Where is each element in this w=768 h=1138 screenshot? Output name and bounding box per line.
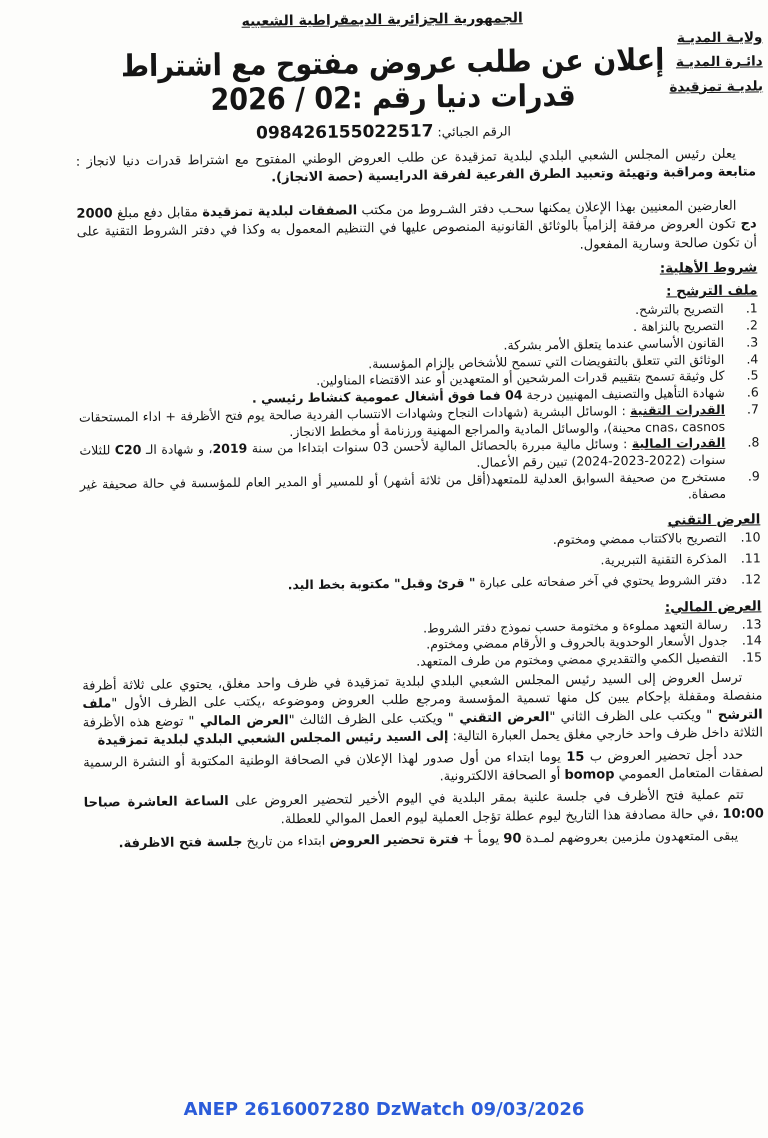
- item-number: 10.: [740, 529, 761, 545]
- item-text: التصريح بالترشح.: [635, 301, 724, 318]
- announcement-title: إعلان عن طلب عروض مفتوح مع اشتراط قدرات دنيا رقم :02 / 2026: [120, 42, 665, 118]
- item-number: 9.: [747, 468, 760, 484]
- item-number: 3.: [746, 334, 759, 350]
- item-text: كل وثيقة تسمح بتقييم قدرات المرشحين أو المتعهدين أو عند الاقتضاء المناولين.: [316, 368, 725, 389]
- technical-offer-heading: العرض التقني: [667, 511, 761, 529]
- item-number: 6.: [746, 384, 759, 400]
- wilaya-line: ولايـة المديـة: [676, 29, 763, 47]
- technical-offer-item: [81, 571, 761, 596]
- tax-id-line: [9, 117, 757, 146]
- item-text: دفتر الشروط يحتوي في آخر صفحاته على عبارة " قرئ وقبل" مكتوبة بخط اليد.: [287, 571, 728, 592]
- item-text: التفصيل الكمي والتقديري ممضي ومختوم من طرف المتعهد.: [416, 649, 729, 669]
- tax-id-number: 098426155022517: [255, 121, 434, 144]
- item-number: 14.: [741, 632, 762, 648]
- item-number: 7.: [746, 401, 760, 417]
- item-number: 12.: [741, 571, 762, 587]
- candidacy-heading: ملف الترشح :: [666, 282, 758, 300]
- intro-paragraph: يعلن رئيس المجلس الشعبي البلدي لبلدية تمزقيدة عن طلب العروض الوطني المفتوح مع اشتراط قدرات دنيا لانجاز : متابعة ومراقبة وتهيئة وتعبيد الطرق الفرعية لفرقة الدرايسية (حصة الانجاز).: [75, 146, 757, 186]
- eligibility-heading: شروط الأهلية:: [659, 259, 758, 277]
- item-text: التصريح بالاكتتاب ممضي ومختوم.: [552, 530, 727, 548]
- item-number: 13.: [741, 615, 762, 632]
- item-number: 8.: [747, 434, 760, 450]
- purchase-paragraph: العارضين المعنيين بهذا الإعلان يمكنها سحـب دفتر الشـروط من مكتب الصفقات لبلدية تمزقيدة مقابل دفع مبلغ 2000 دج تكون العروض مرفقة إلزامياً بالوثائق القانونية المنصوص عليها في التنظيم المعمول به وكذا في دفتر الشروط التقنية على أن تكون صالحة وسارية المفعول.: [76, 198, 757, 253]
- item-text: مستخرج من صحيفة السوابق العدلية للمتعهد(أقل من ثلاثة أشهر) أو للمسير أو المدير العام للمؤسسة في حالة صحيفة غير مصفاة.: [79, 468, 727, 501]
- daira-line: دائـرة المديـة: [675, 53, 763, 71]
- tax-id-label: الرقم الجبائي:: [437, 123, 512, 140]
- item-number: 4.: [746, 350, 759, 367]
- deadline-paragraph: حدد أجل تحضير العروض ب 15 يوما ابتداء من أول صدور لهذا الإعلان في الصحافة الوطنية المكتوبة أو النشرة الرسمية لصفقات المتعامل العمومي bomop أو الصحافة الالكترونية.: [83, 747, 764, 785]
- item-text: شهادة التأهيل والتصنيف المهنيين درجة 04 فما فوق أشغال عمومية كنشاط رئيسي .: [251, 384, 725, 406]
- technical-offer-list: [80, 530, 761, 597]
- item-number: 15.: [741, 649, 763, 665]
- item-text: رسالة التعهد مملوءة و مختومة حسب نموذج دفتر الشروط.: [423, 616, 728, 636]
- country-title: الجمهورية الجزائرية الديمقراطية الشعبيه: [241, 10, 523, 30]
- candidacy-list: [78, 301, 760, 510]
- item-number: 5.: [746, 367, 759, 383]
- item-text: الوثائق التي تتعلق بالتفويضات التي تسمح للأشخاص بإلزام المؤسسة.: [368, 351, 725, 371]
- item-text: التصريح بالنزاهة .: [633, 317, 725, 334]
- commune-line: بلديـة تمزقيدة: [669, 77, 764, 96]
- document-body: [76, 145, 765, 854]
- financial-offer-heading: العرض المالي:: [664, 597, 762, 616]
- financial-offer-list: [82, 616, 763, 675]
- item-number: 2.: [745, 317, 759, 333]
- opening-paragraph: تتم عملية فتح الأظرف في جلسة علنية بمقر البلدية في اليوم الأخير لتحضير العروض على الساعة العاشرة صباحا 10:00 ،في حالة مصادفة هذا التاريخ ليوم عطلة تؤجل العملية ليوم العمل الموالي للعطلة.: [83, 788, 764, 828]
- item-text: جدول الأسعار الوحدوية بالحروف و الأرقام ممضي ومختوم.: [426, 633, 728, 652]
- item-text: القدرات المالية : وسائل مالية مبررة بالحصائل المالية لأحسن 03 سنوات ابتداءا من سنة 2019، و شهادة الـ C20 للثلاث سنوات (2024-2023-2022) تبين رقم الأعمال.: [79, 435, 726, 470]
- item-text: القدرات التقنية : الوسائل البشرية (شهادات النجاح وشهادات الانتساب الفردية صالحة يوم فتح الأظرفة + اداء المستحقات cnas، casnos محينة)، والوسائل المادية والمراجع المهنية ورزنامة أو مخطط الانجاز.: [78, 401, 726, 439]
- anep-footer: ANEP 2616007280 DzWatch 09/03/2026: [183, 1099, 585, 1120]
- item-number: 11.: [740, 550, 761, 566]
- envelopes-paragraph: ترسل العروض إلى السيد رئيس المجلس الشعبي البلدي لبلدية تمزقيدة في ظرف واحد مغلق، يحتوي على ثلاثة أظرفة منفصلة ومقفلة بإحكام يبين كل منها تسمية المؤسسة ومرجع طلب العروض وموضوعه ،يكتب على الظرف الأول "ملف الترشح " ويكتب على الظرف الثاني "العرض التقني " ويكتب على الظرف الثالث "العرض المالي " توضع هذه الأظرفة الثلاثة داخل ظرف واحد خارجي مغلق يحمل العبارة التالية: إلى السيد رئيس المجلس الشعبي البلدي لبلدية تمزقيدة: [82, 670, 763, 749]
- item-number: 1.: [745, 300, 758, 316]
- candidacy-item: [80, 468, 760, 510]
- item-text: المذكرة التقنية التبريرية.: [600, 550, 727, 568]
- validity-line: يبقى المتعهدون ملزمين بعروضهم لمـدة 90 يومأ + فترة تحضير العروض ابتداء من تاريخ جلسة فتح الاظرفة.: [118, 829, 739, 852]
- item-text: القانون الأساسي عندما يتعلق الأمر بشركة.: [503, 334, 725, 353]
- eligibility-heading-wrap: [77, 257, 757, 284]
